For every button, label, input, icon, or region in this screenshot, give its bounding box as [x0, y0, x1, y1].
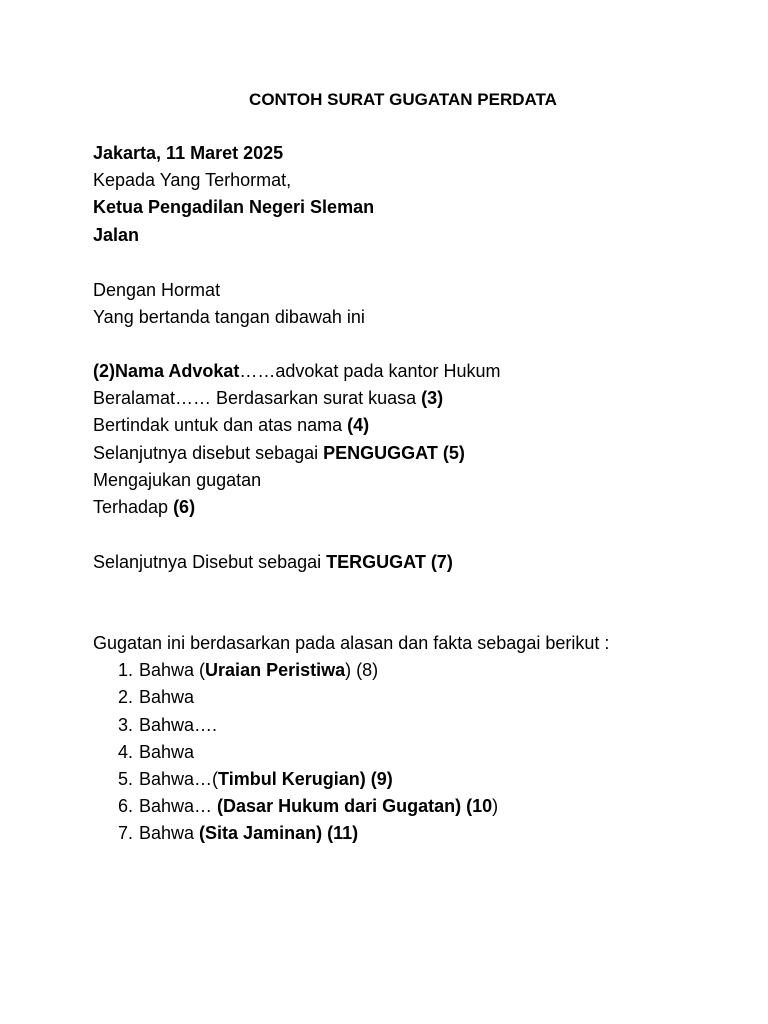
advocate-name-label: (2)Nama Advokat: [93, 361, 240, 381]
greeting-line: Dengan Hormat: [93, 280, 221, 300]
acting-for-text: Bertindak untuk dan atas nama: [93, 415, 348, 436]
advocate-office-text: ……advokat pada kantor Hukum: [239, 361, 501, 381]
against-line: [93, 494, 728, 521]
claim-intro: Gugatan ini berdasarkan pada alasan dan fakta sebagai berikut :: [93, 633, 610, 653]
item-bold: (Sita Jaminan) (11): [199, 823, 359, 844]
address-line: [93, 385, 728, 412]
date-line: Jakarta, 11 Maret 2025: [93, 143, 284, 163]
claim-list: [93, 657, 728, 847]
list-item: [93, 739, 728, 766]
acting-for-line: [93, 412, 728, 439]
plaintiff-block: [93, 358, 728, 521]
list-item: [93, 712, 728, 739]
document-title: CONTOH SURAT GUGATAN PERDATA: [249, 90, 557, 109]
list-number: 7.: [117, 823, 133, 844]
claim-basis-block: [93, 630, 728, 848]
list-item: [93, 820, 728, 847]
item-pre: Bahwa…(: [139, 768, 219, 789]
recipient-address: Jalan: [93, 224, 140, 245]
item-pre: Bahwa: [139, 823, 200, 844]
file-suit-line: Mengajukan gugatan: [93, 469, 262, 490]
undersigned-line: Yang bertanda tangan dibawah ini: [93, 307, 365, 328]
advocate-line: [93, 358, 728, 385]
item-pre: Bahwa…: [139, 796, 218, 817]
item-post: ) (8): [345, 660, 379, 681]
list-number: 4.: [117, 741, 133, 762]
list-number: 3.: [117, 714, 133, 735]
list-item: [93, 766, 728, 793]
defendant-block: [93, 549, 728, 576]
list-item: [93, 684, 728, 711]
greeting-block: [93, 277, 728, 331]
salutation-to: Kepada Yang Terhormat,: [93, 170, 292, 191]
list-item: [93, 793, 728, 820]
plaintiff-line: [93, 440, 728, 467]
item-bold: Uraian Peristiwa: [205, 660, 346, 681]
item-pre: Bahwa: [139, 741, 195, 762]
item-pre: Bahwa (: [139, 660, 206, 681]
item-post: ): [492, 796, 499, 817]
defendant-label: TERGUGAT (7): [326, 552, 453, 572]
plaintiff-label: PENGUGGAT (5): [323, 442, 465, 463]
defendant-line: [93, 549, 728, 576]
list-number: 5.: [117, 768, 133, 789]
plaintiff-text: Selanjutnya disebut sebagai: [93, 442, 324, 463]
list-number: 2.: [117, 687, 133, 708]
list-number: 6.: [117, 796, 133, 817]
marker-4: (4): [347, 415, 370, 436]
item-bold: (Dasar Hukum dari Gugatan) (10: [217, 796, 493, 817]
list-number: 1.: [117, 660, 133, 681]
letter-header: [93, 140, 728, 249]
defendant-text: Selanjutnya Disebut sebagai: [93, 552, 327, 572]
address-text: Beralamat…… Berdasarkan surat kuasa: [93, 388, 422, 409]
item-pre: Bahwa….: [139, 714, 218, 735]
against-text: Terhadap: [93, 496, 174, 517]
recipient-name: Ketua Pengadilan Negeri Sleman: [93, 197, 375, 218]
item-pre: Bahwa: [139, 687, 195, 708]
marker-3: (3): [421, 388, 444, 409]
list-item: [93, 657, 728, 684]
marker-6: (6): [173, 496, 196, 517]
item-bold: Timbul Kerugian) (9): [218, 768, 393, 789]
